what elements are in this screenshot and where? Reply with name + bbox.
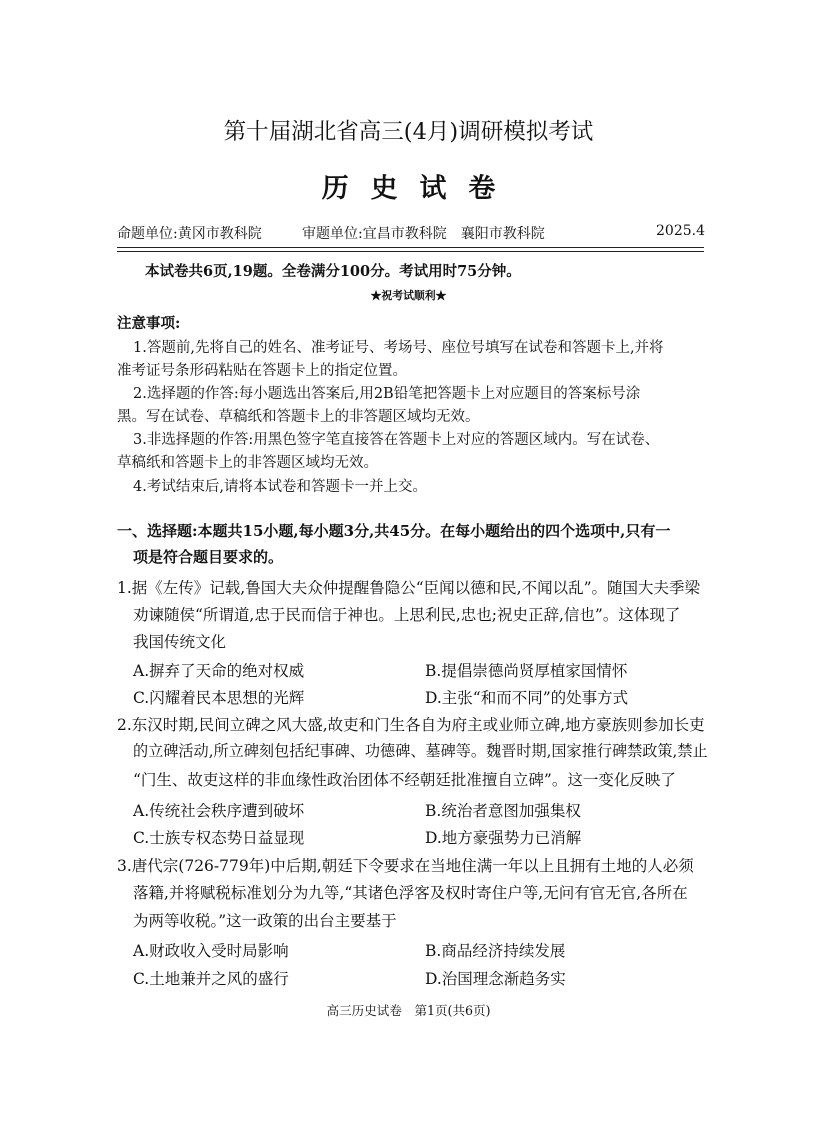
- option-a: A.财政收入受时局影响: [133, 942, 289, 960]
- reviewer-units: 审题单位:宜昌市教科院 襄阳市教科院: [302, 226, 545, 242]
- exam-info: 本试卷共6页,19题。全卷满分100分。考试用时75分钟。: [145, 263, 521, 280]
- option-d: D.治国理念渐趋务实: [425, 970, 566, 988]
- option-c: C.士族专权态势日益显现: [133, 829, 305, 847]
- section-instruction-line: 一、选择题:本题共15小题,每小题3分,共45分。在每小题给出的四个选项中,只有一: [117, 522, 671, 540]
- option-b: B.提倡崇德尚贤厚植家国情怀: [425, 662, 628, 680]
- note-line: 4.考试结束后,请将本试卷和答题卡一并上交。: [133, 479, 427, 495]
- good-luck-banner: ★祝考试顺利★: [370, 289, 447, 302]
- subject-title: 历史试卷: [321, 173, 518, 204]
- header-rule-thick: [117, 247, 704, 248]
- header-rule-thin: [117, 251, 704, 252]
- option-a: A.传统社会秩序遭到破坏: [133, 802, 305, 820]
- note-line: 2.选择题的作答:每小题选出答案后,用2B铅笔把答题卡上对应题目的答案标号涂: [133, 386, 641, 402]
- option-d: D.主张“和而不同”的处事方式: [425, 689, 629, 707]
- note-line: 黑。写在试卷、草稿纸和答题卡上的非答题区域均无效。: [117, 409, 480, 425]
- notes-heading: 注意事项:: [117, 315, 181, 332]
- option-a: A.摒弃了天命的绝对权威: [133, 662, 305, 680]
- section-instruction-line: 项是符合题目要求的。: [133, 548, 284, 566]
- note-line: 准考证号条形码粘贴在答题卡上的指定位置。: [117, 363, 407, 379]
- note-line: 1.答题前,先将自己的姓名、准考证号、考场号、座位号填写在试卷和答题卡上,并将: [133, 340, 664, 356]
- exam-date: 2025.4: [656, 223, 705, 239]
- question-stem-line: 2.东汉时期,民间立碑之风大盛,故吏和门生各自为府主或业师立碑,地方豪族则参加长吏: [117, 716, 705, 734]
- question-stem-line: 为两等收税。”这一政策的出台主要基于: [133, 912, 397, 930]
- question-stem-line: 1.据《左传》记载,鲁国大夫众仲提醒鲁隐公“臣闻以德和民,不闻以乱”。随国大夫季梁: [117, 579, 700, 597]
- option-c: C.闪耀着民本思想的光辉: [133, 689, 305, 707]
- option-b: B.统治者意图加强集权: [425, 802, 581, 820]
- note-line: 3.非选择题的作答:用黑色签字笔直接答在答题卡上对应的答题区域内。写在试卷、: [133, 432, 660, 448]
- exam-title: 第十届湖北省高三(4月)调研模拟考试: [223, 119, 594, 145]
- option-b: B.商品经济持续发展: [425, 942, 566, 960]
- page-footer: 高三历史试卷 第1页(共6页): [326, 1003, 491, 1018]
- option-d: D.地方豪强势力已消解: [425, 829, 582, 847]
- question-stem-line: “门生、故吏这样的非血缘性政治团体不经朝廷批准擅自立碑”。这一变化反映了: [133, 771, 676, 789]
- question-stem-line: 我国传统文化: [133, 633, 227, 651]
- proposer-unit: 命题单位:黄冈市教科院: [117, 226, 262, 242]
- note-line: 草稿纸和答题卡上的非答题区域均无效。: [117, 455, 378, 471]
- question-stem-line: 3.唐代宗(726-779年)中后期,朝廷下令要求在当地住满一年以上且拥有土地的人必须: [117, 857, 694, 875]
- question-stem-line: 劝谏随侯“所谓道,忠于民而信于神也。上思利民,忠也;祝史正辞,信也”。这体现了: [133, 606, 681, 624]
- question-stem-line: 落籍,并将赋税标准划分为九等,“其诸色浮客及权时寄住户等,无问有官无官,各所在: [133, 884, 688, 902]
- question-stem-line: 的立碑活动,所立碑刻包括纪事碑、功德碑、墓碑等。魏晋时期,国家推行碑禁政策,禁止: [133, 742, 708, 760]
- option-c: C.土地兼并之风的盛行: [133, 970, 289, 988]
